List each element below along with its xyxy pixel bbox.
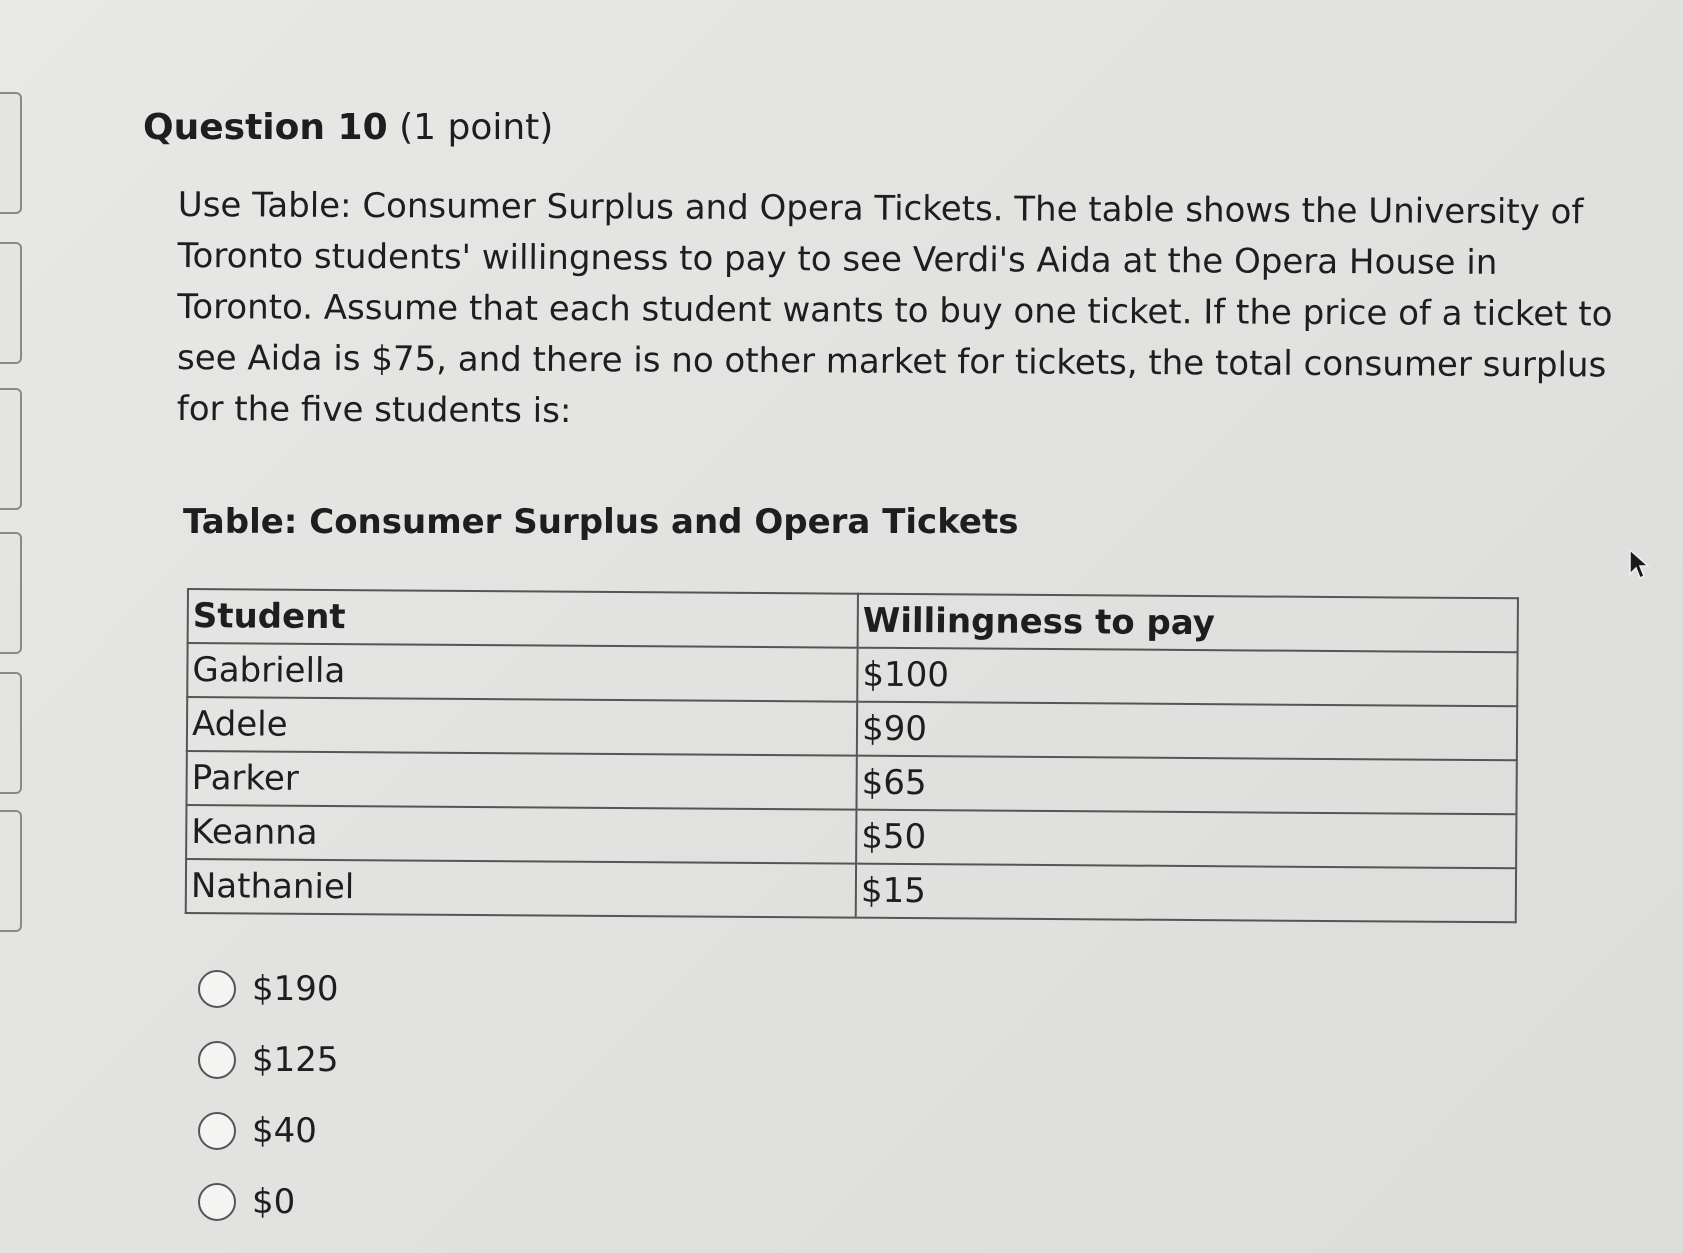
answer-options <box>198 968 339 1252</box>
question-header <box>143 107 553 148</box>
student-cell: Gabriella <box>187 643 857 702</box>
question-body-line: Toronto students' willingness to pay to see Verdi's Aida at the Opera House in <box>177 235 1498 283</box>
answer-option-40[interactable] <box>198 1110 339 1152</box>
question-title: Question 10 <box>143 107 388 148</box>
mouse-pointer-icon <box>1628 548 1650 584</box>
answer-option-125[interactable] <box>198 1039 339 1081</box>
willingness-cell: $90 <box>857 702 1517 761</box>
table-row <box>186 859 1516 922</box>
answer-option-label[interactable]: $40 <box>252 1111 317 1151</box>
table-row <box>186 805 1516 868</box>
answer-option-label[interactable]: $0 <box>252 1182 296 1222</box>
radio-button-icon[interactable] <box>198 1112 236 1150</box>
table-row <box>187 697 1517 760</box>
table-row <box>187 643 1517 706</box>
answer-option-label[interactable]: $190 <box>252 969 339 1009</box>
student-cell: Parker <box>186 751 856 810</box>
table-header-row <box>188 589 1518 652</box>
question-points: (1 point) <box>399 107 554 148</box>
answer-option-190[interactable] <box>198 968 339 1010</box>
question-body-line: see Aida is $75, and there is no other market for tickets, the total consumer surplus <box>176 337 1607 386</box>
radio-button-icon[interactable] <box>198 1183 236 1221</box>
answer-option-0[interactable] <box>198 1181 339 1223</box>
student-cell: Adele <box>187 697 857 756</box>
willingness-cell: $65 <box>856 756 1516 815</box>
answer-option-label[interactable]: $125 <box>252 1040 339 1080</box>
question-body-line: Toronto. Assume that each student wants to buy one ticket. If the price of a ticket to <box>177 286 1613 335</box>
willingness-cell: $50 <box>856 810 1516 869</box>
table-row <box>186 751 1516 814</box>
willingness-cell: $15 <box>856 864 1516 923</box>
column-header-student: Student <box>188 589 858 648</box>
table-caption: Table: Consumer Surplus and Opera Tickets <box>183 502 1019 542</box>
question-body <box>176 180 1613 442</box>
radio-button-icon[interactable] <box>198 970 236 1008</box>
column-header-willingness: Willingness to pay <box>858 594 1518 653</box>
student-cell: Nathaniel <box>186 859 856 918</box>
willingness-cell: $100 <box>857 648 1517 707</box>
question-body-line: for the five students is: <box>176 388 572 432</box>
radio-button-icon[interactable] <box>198 1041 236 1079</box>
question-body-line: Use Table: Consumer Surplus and Opera Tickets. The table shows the University of <box>177 184 1584 233</box>
willingness-table <box>185 588 1519 923</box>
student-cell: Keanna <box>186 805 856 864</box>
